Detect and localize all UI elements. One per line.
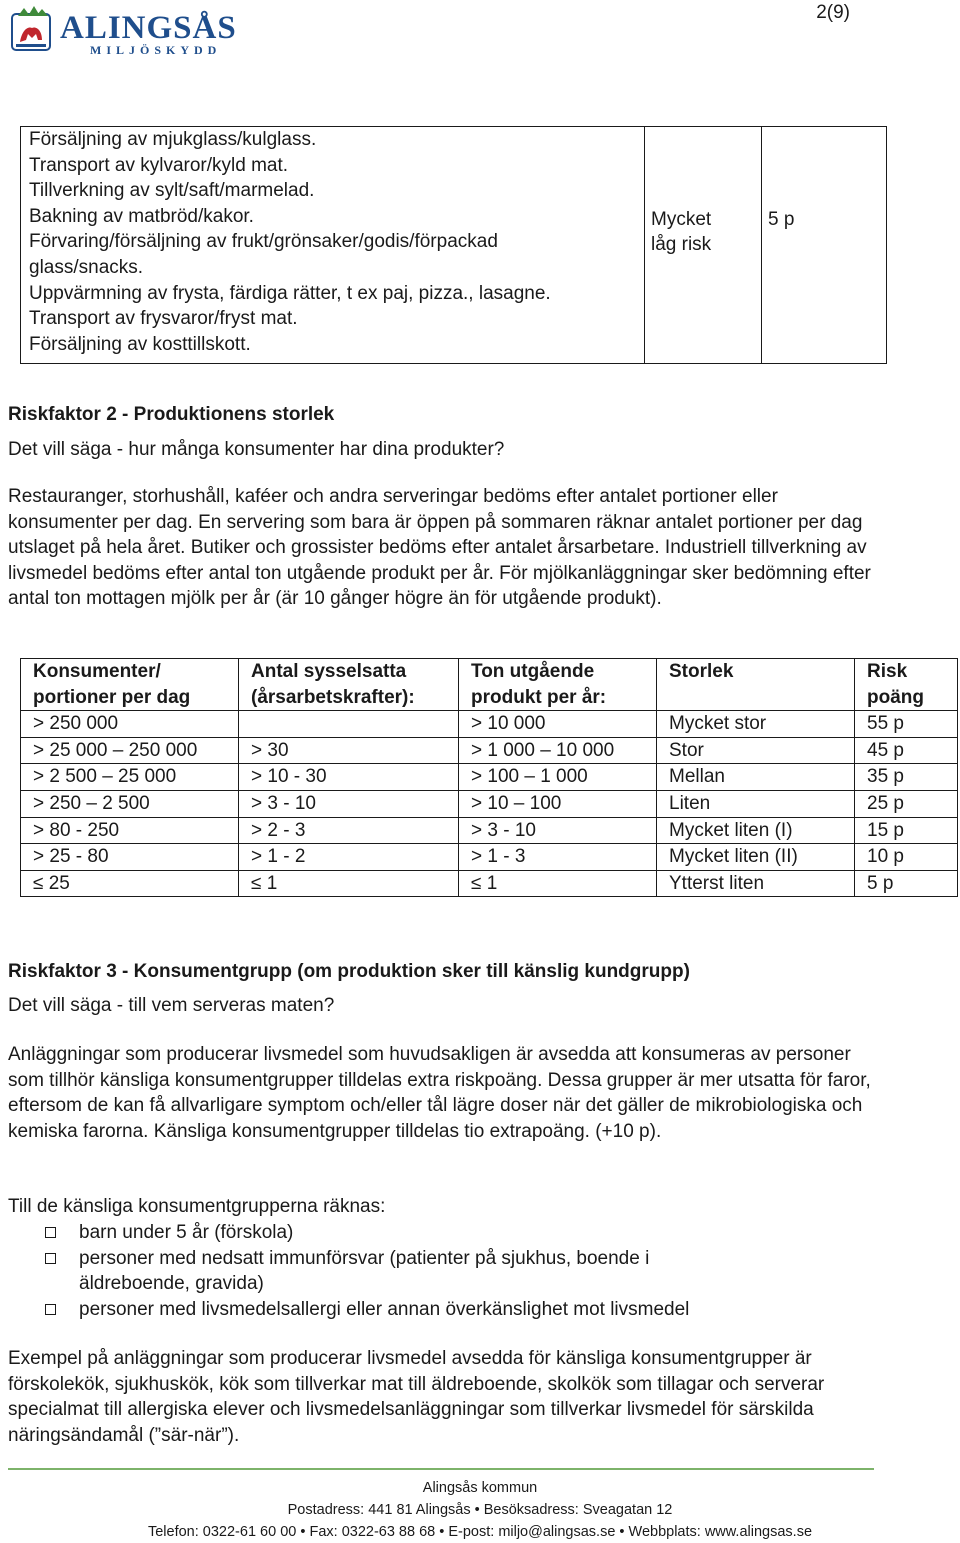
col-header-consumers: Konsumenter/ portioner per dag bbox=[21, 659, 239, 711]
col-header-size: Storlek bbox=[657, 659, 855, 711]
cell-points: 45 p bbox=[855, 737, 958, 764]
cell-points: 25 p bbox=[855, 790, 958, 817]
table-row bbox=[21, 870, 958, 897]
cell-employees bbox=[239, 711, 459, 738]
cell-consumers: > 2 500 – 25 000 bbox=[21, 764, 239, 791]
cell-size: Liten bbox=[657, 790, 855, 817]
example-paragraph: Exempel på anläggningar som producerar livsmedel avsedda för känsliga konsumentgrupper är förskolekök, sjukhuskök, kök som tillverkar mat till äldreboende, skolkök som tillagar och serverar specialmat till allergiska elever och livsmedelsanläggningar som tillverkar livsmedel för särskilda näringsändamål (”sär-när”). bbox=[8, 1348, 825, 1446]
footer-address: Postadress: 441 81 Alingsås • Besöksadress: Sveagatan 12 bbox=[287, 1502, 673, 1518]
logo-wordmark: ALINGSÅS bbox=[60, 10, 237, 46]
riskfaktor3-paragraph: Anläggningar som producerar livsmedel som huvudsakligen är avsedda att konsumeras av personer som tillhör känsliga konsumentgrupper tilldelas extra riskpoäng. Dessa grupper är mer utsatta för faror, eftersom de kan få allvarligare symptom och/eller tål lägre doser när det gäller de mikrobiologiska och kemiska farorna. Känsliga konsumentgrupper tilldelas tio extrapoäng. (+10 p). bbox=[8, 1044, 871, 1142]
risk-level-cell bbox=[645, 127, 762, 364]
cell-size: Mycket liten (II) bbox=[657, 844, 855, 871]
alingsas-logo bbox=[8, 4, 248, 56]
cell-tonnage: > 3 - 10 bbox=[459, 817, 657, 844]
footer-divider bbox=[8, 1468, 874, 1470]
checkbox-bullet-icon bbox=[45, 1253, 56, 1264]
table-row bbox=[21, 737, 958, 764]
list-item bbox=[8, 1246, 759, 1297]
activity-line: Uppvärmning av frysta, färdiga rätter, t ex paj, pizza., lasagne. bbox=[29, 282, 551, 304]
footer-contact: Telefon: 0322-61 60 00 • Fax: 0322-63 88 68 • E-post: miljo@alingsas.se • Webbplats: www.alingsas.se bbox=[147, 1524, 813, 1540]
cell-size: Stor bbox=[657, 737, 855, 764]
activity-line: Bakning av matbröd/kakor. bbox=[29, 205, 254, 227]
activity-line: glass/snacks. bbox=[29, 256, 144, 278]
cell-employees: > 30 bbox=[239, 737, 459, 764]
activity-line: Transport av kylvaror/kyld mat. bbox=[29, 154, 289, 176]
cell-size: Mellan bbox=[657, 764, 855, 791]
table-row bbox=[21, 711, 958, 738]
sensitive-groups-intro: Till de känsliga konsumentgrupperna räknas: bbox=[8, 1196, 386, 1217]
cell-tonnage: > 100 – 1 000 bbox=[459, 764, 657, 791]
col-header-tonnage: Ton utgående produkt per år: bbox=[459, 659, 657, 711]
checkbox-bullet-icon bbox=[45, 1304, 56, 1315]
cell-employees: > 1 - 2 bbox=[239, 844, 459, 871]
logo-subtitle: MILJÖSKYDD bbox=[90, 43, 222, 56]
cell-tonnage: > 10 000 bbox=[459, 711, 657, 738]
cell-consumers: > 25 000 – 250 000 bbox=[21, 737, 239, 764]
cell-points: 15 p bbox=[855, 817, 958, 844]
table-header-row bbox=[21, 659, 958, 711]
cell-tonnage: > 1 - 3 bbox=[459, 844, 657, 871]
cell-points: 55 p bbox=[855, 711, 958, 738]
col-header-points: Risk poäng bbox=[855, 659, 958, 711]
cell-employees: ≤ 1 bbox=[239, 870, 459, 897]
points-cell bbox=[762, 127, 887, 364]
activity-line: Transport av frysvaror/fryst mat. bbox=[29, 308, 298, 330]
cell-points: 35 p bbox=[855, 764, 958, 791]
footer-org: Alingsås kommun bbox=[422, 1480, 538, 1496]
cell-points: 5 p bbox=[855, 870, 958, 897]
list-item-text: personer med livsmedelsallergi eller annan överkänslighet mot livsmedel bbox=[79, 1298, 690, 1320]
activity-list-cell bbox=[21, 127, 645, 364]
riskfaktor2-subtitle: Det vill säga - hur många konsumenter har dina produkter? bbox=[8, 439, 505, 460]
sensitive-groups-list bbox=[8, 1220, 908, 1322]
crest-icon bbox=[12, 6, 50, 50]
cell-employees: > 10 - 30 bbox=[239, 764, 459, 791]
list-item bbox=[8, 1220, 908, 1246]
riskfaktor2-paragraph: Restauranger, storhushåll, kaféer och andra serveringar bedöms efter antalet portioner eller konsumenter per dag. En servering som bara är öppen på sommaren räknar antalet portioner per dag utslaget på hela året. Butiker och grossister bedöms efter antalet årsarbetare. Industriell tillverkning av livsmedel bedöms efter antal ton utgående produkt per år. För mjölkanläggningar sker bedömning efter antal ton mottagen mjölk per år (är 10 gånger högre än för utgående produkt). bbox=[8, 486, 871, 610]
col-header-employees: Antal sysselsatta (årsarbetskrafter): bbox=[239, 659, 459, 711]
riskfaktor2-title: Riskfaktor 2 - Produktionens storlek bbox=[8, 404, 335, 425]
page-number: 2(9) bbox=[816, 2, 850, 23]
production-size-table bbox=[20, 658, 958, 897]
table-row bbox=[21, 764, 958, 791]
cell-consumers: > 80 - 250 bbox=[21, 817, 239, 844]
list-item-text: barn under 5 år (förskola) bbox=[79, 1222, 294, 1243]
list-item-text: personer med nedsatt immunförsvar (patienter på sjukhus, boende i äldreboende, gravida) bbox=[79, 1247, 650, 1295]
cell-size: Mycket liten (I) bbox=[657, 817, 855, 844]
cell-size: Ytterst liten bbox=[657, 870, 855, 897]
table-row bbox=[21, 790, 958, 817]
cell-consumers: > 250 – 2 500 bbox=[21, 790, 239, 817]
riskfaktor3-title: Riskfaktor 3 - Konsumentgrupp (om produktion sker till känslig kundgrupp) bbox=[8, 961, 690, 982]
cell-consumers: > 250 000 bbox=[21, 711, 239, 738]
cell-employees: > 3 - 10 bbox=[239, 790, 459, 817]
cell-consumers: > 25 - 80 bbox=[21, 844, 239, 871]
cell-tonnage: ≤ 1 bbox=[459, 870, 657, 897]
table-row bbox=[21, 844, 958, 871]
risk-level-line: Mycket bbox=[651, 208, 712, 230]
risk-level-line: låg risk bbox=[651, 234, 712, 256]
activity-line: Försäljning av mjukglass/kulglass. bbox=[29, 129, 317, 150]
cell-points: 10 p bbox=[855, 844, 958, 871]
cell-tonnage: > 10 – 100 bbox=[459, 790, 657, 817]
table-row bbox=[21, 817, 958, 844]
cell-tonnage: > 1 000 – 10 000 bbox=[459, 737, 657, 764]
riskfaktor3-subtitle: Det vill säga - till vem serveras maten? bbox=[8, 995, 335, 1016]
activity-line: Förvaring/försäljning av frukt/grönsaker/godis/förpackad bbox=[29, 231, 498, 253]
checkbox-bullet-icon bbox=[45, 1227, 56, 1238]
points-value: 5 p bbox=[768, 208, 795, 230]
risk-category-table bbox=[20, 126, 887, 364]
activity-line: Tillverkning av sylt/saft/marmelad. bbox=[29, 180, 315, 202]
cell-consumers: ≤ 25 bbox=[21, 870, 239, 897]
cell-size: Mycket stor bbox=[657, 711, 855, 738]
cell-employees: > 2 - 3 bbox=[239, 817, 459, 844]
activity-line: Försäljning av kosttillskott. bbox=[29, 333, 251, 355]
list-item bbox=[8, 1297, 908, 1323]
